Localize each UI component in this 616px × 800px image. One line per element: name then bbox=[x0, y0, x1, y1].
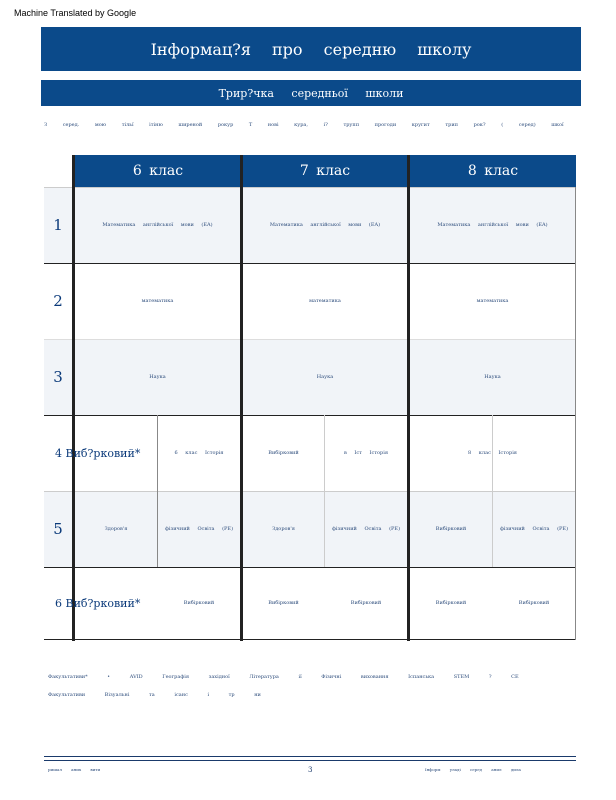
row-label-5: 5 bbox=[53, 520, 63, 538]
cell-3-7: Наука bbox=[316, 374, 334, 380]
cell-6-6b: Вибірковий bbox=[183, 600, 215, 606]
page-subtitle-text: Трир?чка середньої школи bbox=[218, 86, 404, 100]
page-number: 3 bbox=[308, 766, 313, 774]
cell-5-7b: фізичний Освіта (PE) bbox=[331, 526, 401, 532]
cell-2-8: математика bbox=[476, 298, 509, 304]
row-label-6: 6 Виб?рковий* bbox=[55, 596, 141, 610]
footer-right: Інформ уладі серед анил дила bbox=[425, 767, 521, 772]
machine-translated-label: Machine Translated by Google bbox=[14, 8, 137, 18]
footer-rule-2 bbox=[44, 760, 576, 761]
row-label-1: 1 bbox=[53, 216, 63, 234]
cell-5-6a: Здоров'я bbox=[104, 526, 128, 532]
cell-4-7a: Вибірковий bbox=[268, 450, 299, 456]
cell-3-8: Наука bbox=[484, 374, 501, 380]
row-label-3: 3 bbox=[53, 368, 63, 386]
page-title bbox=[41, 27, 581, 71]
cell-6-7b: Вибірковий bbox=[350, 600, 382, 606]
cell-4-7b: в Іст Історія bbox=[343, 450, 389, 456]
page-subtitle bbox=[41, 80, 581, 106]
cell-3-6: Наука bbox=[149, 374, 166, 380]
divider bbox=[44, 639, 576, 640]
cell-5-7a: Здоров'я bbox=[272, 526, 295, 532]
cell-1-6: Математика англійської мови (EA) bbox=[102, 222, 213, 228]
cell-5-8b: фізичний Освіта (PE) bbox=[499, 526, 569, 532]
column-header-7: 7 клас bbox=[243, 155, 407, 187]
row-label-4: 4 Виб?рковий* bbox=[55, 446, 141, 460]
cell-2-7: математика bbox=[309, 298, 341, 304]
cell-4-6b: 6 клас Історія bbox=[174, 450, 224, 456]
intro-paragraph: З серед. мою тільї ітіню ширеной рокур Т нові кура, і? трупп прогоди кругит трип рок? ( серед) шкої bbox=[44, 122, 564, 128]
row-label-2: 2 bbox=[53, 292, 63, 310]
cell-5-8a: Вибірковий bbox=[435, 526, 467, 532]
cell-6-8a: Вибірковий bbox=[435, 600, 467, 606]
cell-6-8b: Вибірковий bbox=[518, 600, 550, 606]
column-header-8: 8 клас bbox=[410, 155, 576, 187]
cell-4-8: 8 клас Історія bbox=[468, 450, 517, 456]
cell-2-6: математика bbox=[141, 298, 174, 304]
column-header-6: 6 клас bbox=[75, 155, 241, 187]
divider bbox=[575, 187, 576, 640]
footer-rule bbox=[44, 756, 576, 757]
cell-1-7: Математика англійської мови (EA) bbox=[269, 222, 381, 228]
page-title-text: Інформац?я про середню школу bbox=[150, 39, 472, 59]
cell-5-6b: фізичний Освіта (PE) bbox=[164, 526, 234, 532]
cell-6-7a: Вибірковий bbox=[268, 600, 299, 606]
footer-left: ришал аних вити bbox=[48, 767, 101, 772]
schedule-table bbox=[44, 153, 576, 640]
cell-1-8: Математика англійської мови (EA) bbox=[437, 222, 548, 228]
electives-footnote: Факультативи* • AVID Географія західної Література ії Фізичні виховання Іспанська STEM ? СЕ Факультативи Візуальні та ісанс і тр ни bbox=[48, 674, 519, 698]
